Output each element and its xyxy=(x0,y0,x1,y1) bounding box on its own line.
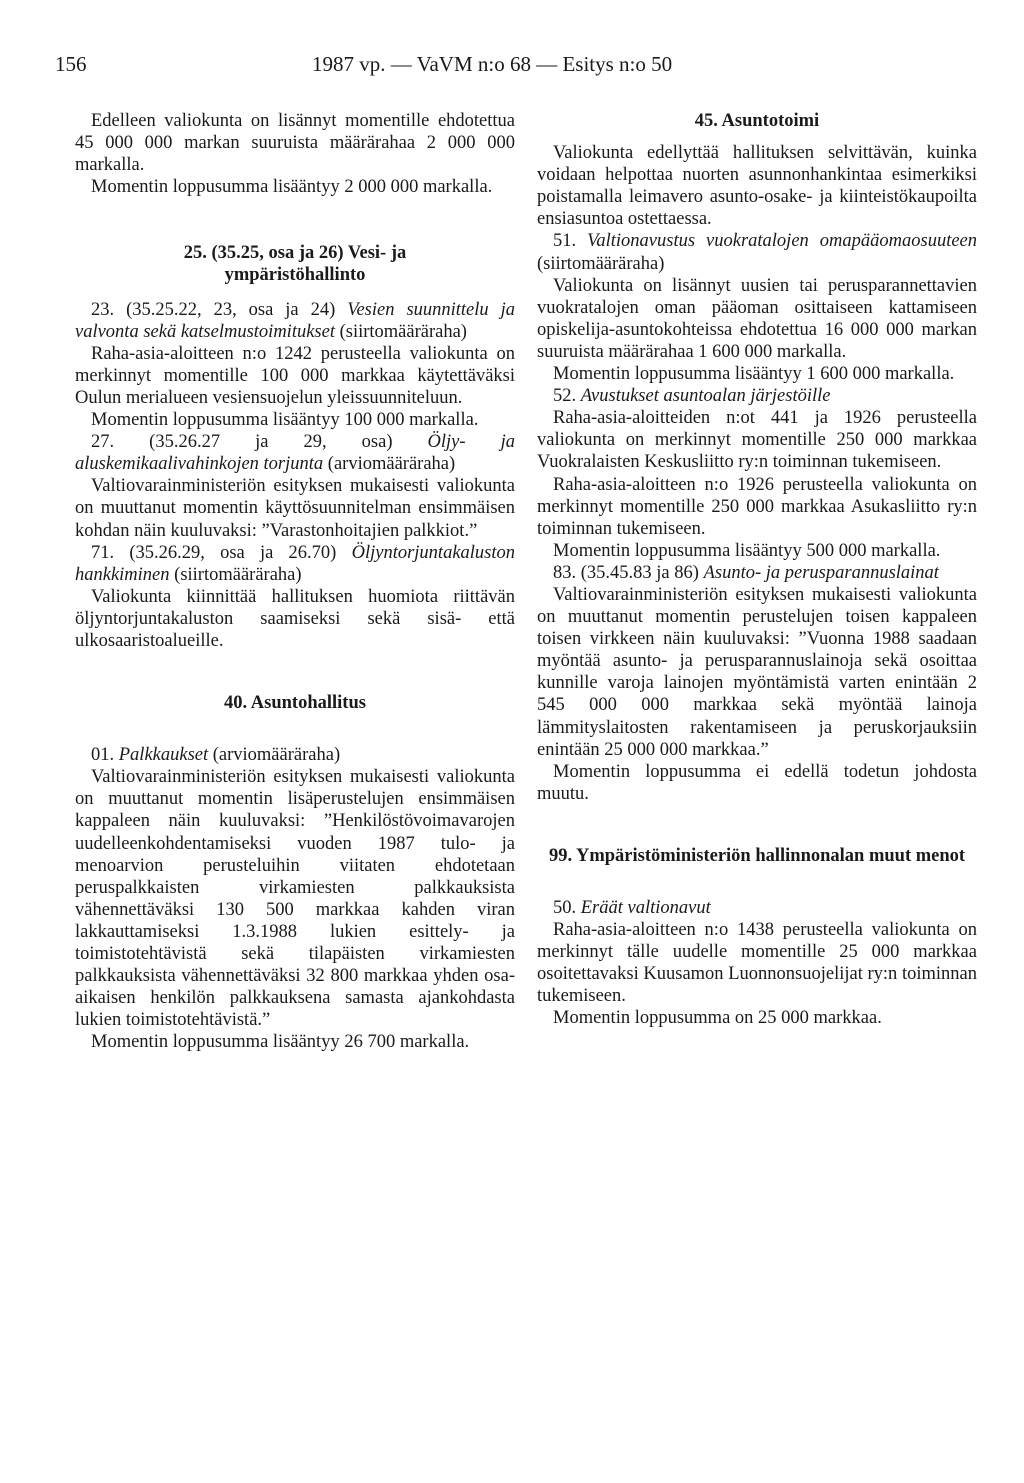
item-heading: 01. Palkkaukset (arviomääräraha) xyxy=(91,745,341,766)
section-heading: 25. (35.25, osa ja 26) Vesi- ja ympäristöhallinto xyxy=(183,243,407,286)
page-number: 156 xyxy=(55,52,87,76)
paragraph: Valiokunta edellyttää hallituksen selvittävän, kuinka voidaan helpottaa nuorten asunnonhankintaa esimerkiksi poistamalla leimavero asunto-osake- ja kiinteistökaupoilta ensiasuntoa ostettaessa. xyxy=(537,143,977,230)
item-heading: 27. (35.26.27 ja 29, osa) Öljy- ja aluskemikaalivahinkojen torjunta (arviomääräraha) xyxy=(75,432,515,475)
paragraph: Valtiovarainministeriön esityksen mukaisesti valiokunta on muuttanut momentin käyttösuunnitelman ensimmäisen kohdan näin kuuluvaksi: ”Varastonhoitajien palkkiot.” xyxy=(75,476,515,541)
paragraph: Momentin loppusumma lisääntyy 500 000 markalla. xyxy=(553,540,941,561)
paragraph: Momentin loppusumma lisääntyy 2 000 000 markalla. xyxy=(91,177,493,198)
paragraph: Valtiovarainministeriön esityksen mukaisesti valiokunta on muuttanut momentin lisäperustelujen ensimmäisen kappaleen näin kuuluvaksi: ”Henkilöstövoimavarojen uudelleenkohdentamiseksi vuoden 1987 tulo- ja menoarvion perusteluihin viitaten ehdotetaan peruspalkkaisten virkamiesten palkkauksista vähennettäväksi 130 500 markkaa kahden viran lakkauttamiseksi 1.3.1988 lukien esittely- ja toimistotehtävistä sekä tilapäisten virkamiesten palkkauksista vähennettäväksi 32 800 markkaa yhden osa-aikaisen henkilön palkkauksena samasta ajankohdasta lukien toimistotehtävistä.” xyxy=(75,767,515,1031)
paragraph: Raha-asia-aloitteen n:o 1242 perusteella valiokunta on merkinnyt momentille 100 000 markkaa käytettäväksi Oulun merialueen vesiensuojelun yleissuunniteluun. xyxy=(75,343,515,408)
paragraph: Valiokunta on lisännyt uusien tai perusparannettavien vuokratalojen oman pääoman osittaiseen kattamiseen opiskelija-asuntokohteissa ehdotettua 16 000 000 markan suuruista määrärahaa 1 600 000 markalla. xyxy=(537,275,977,362)
paragraph: Momentin loppusumma lisääntyy 100 000 markalla. xyxy=(91,410,479,431)
paragraph: Raha-asia-aloitteen n:o 1438 perusteella valiokunta on merkinnyt tälle uudelle momentille 25 000 markkaa osoitettavaksi Kuusamon Luonnonsuojelijat ry:n toiminnan tukemiseen. xyxy=(537,920,977,1007)
section-heading: 40. Asuntohallitus xyxy=(224,693,366,714)
item-heading: 51. Valtionavustus vuokratalojen omapääomaosuuteen (siirtomääräraha) xyxy=(537,231,978,274)
paragraph: Momentin loppusumma on 25 000 markkaa. xyxy=(553,1008,882,1029)
item-heading: 71. (35.26.29, osa ja 26.70) Öljyntorjuntakaluston hankkiminen (siirtomääräraha) xyxy=(75,542,516,585)
item-heading: 50. Eräät valtionavut xyxy=(553,898,711,918)
section-heading: 45. Asuntotoimi xyxy=(694,111,820,131)
paragraph: Raha-asia-aloitteen n:o 1926 perusteella valiokunta on merkinnyt momentille 250 000 markkaa Asukasliitto ry:n toiminnan tukemiseen. xyxy=(537,474,977,539)
paragraph: Momentin loppusumma lisääntyy 1 600 000 markalla. xyxy=(553,364,955,385)
left-column xyxy=(75,110,515,1053)
paragraph: Momentin loppusumma lisääntyy 26 700 markalla. xyxy=(91,1032,470,1053)
item-heading: 83. (35.45.83 ja 86) Asunto- ja perusparannuslainat xyxy=(553,562,939,583)
paragraph: Valtiovarainministeriön esityksen mukaisesti valiokunta on muuttanut momentin perustelujen toisen kappaleen toisen virkkeen näin kuuluvaksi: ”Vuonna 1988 saadaan myöntää asunto- ja perusparannuslainoja sekä osoittaa kunnille varoja lainojen myöntämistä varten enintään 2 545 000 000 markkaa sekä myöntää lainoja lämmityslaitosten rakentamiseen ja peruskorjauksiin enintään 25 000 000 markkaa.” xyxy=(537,584,977,760)
paragraph: Momentin loppusumma ei edellä todetun johdosta muutu. xyxy=(537,761,977,804)
paragraph: Raha-asia-aloitteiden n:ot 441 ja 1926 perusteella valiokunta on merkinnyt momentille 250 000 markkaa Vuokralaisten Keskusliitto ry:n toiminnan tukemiseen. xyxy=(537,408,977,473)
paragraph: Valiokunta kiinnittää hallituksen huomiota riittävän öljyntorjuntakaluston saamiseksi sekä sisä- että ulkosaaristoalueille. xyxy=(75,586,515,651)
item-heading: 52. Avustukset asuntoalan järjestöille xyxy=(553,386,831,407)
item-heading: 23. (35.25.22, 23, osa ja 24) Vesien suunnittelu ja valvonta sekä katselmustoimitukset (siirtomääräraha) xyxy=(75,299,516,342)
paragraph: Edelleen valiokunta on lisännyt momentille ehdotettua 45 000 000 markan suuruista määrärahaa 2 000 000 markalla. xyxy=(75,111,515,176)
running-title: 1987 vp. — VaVM n:o 68 — Esitys n:o 50 xyxy=(312,52,673,76)
right-column xyxy=(537,110,977,1030)
section-heading: 99. Ympäristöministeriön hallinnonalan muut menot xyxy=(548,845,966,866)
